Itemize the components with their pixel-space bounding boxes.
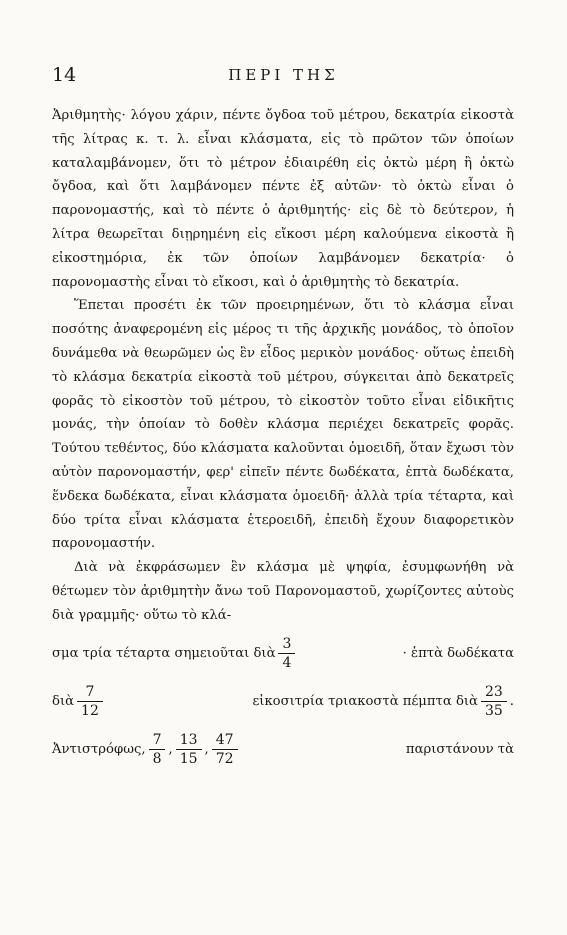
inline-text: εἰκοσιτρία τριακοστὰ πέμπτα διὰ [252,693,478,709]
denominator: 8 [152,751,162,768]
numerator: 3 [278,635,295,654]
denominator: 35 [484,703,503,720]
fraction-line [52,678,514,726]
inline-text: διὰ [52,693,75,709]
denominator: 4 [282,655,292,672]
fraction [149,731,166,768]
fraction [481,683,507,720]
numerator: 47 [212,731,238,750]
inline-text: . [509,693,514,709]
paragraph: Διὰ νὰ ἐκφράσωμεν ἓν κλάσμα μὲ ψηφία, ἐσυμφωνήθη νὰ θέτωμεν τὸν ἀριθμητὴν ἄνω τοῦ Παρονομαστοῦ, χωρίζοντες αὐτοὺς διὰ γραμμῆς· οὕτω τὸ κλά- [52,560,514,623]
denominator: 12 [81,703,99,720]
numerator: 23 [481,683,507,702]
denominator: 15 [179,751,198,768]
page-header [0,64,567,88]
numerator: 7 [77,683,103,702]
fraction [176,731,202,768]
inline-text: σμα τρία τέταρτα σημειοῦται διὰ [52,645,276,661]
inline-text: · ἑπτὰ δωδέκατα [402,645,514,661]
inline-text: , [204,741,209,757]
fraction-line [52,630,514,678]
paragraph: Ἕπεται προσέτι ἐκ τῶν προειρημένων, ὅτι τὸ κλάσμα εἶναι ποσότης ἀναφερομένη εἰς μέρος τι τῆς ἀρχικῆς μονάδος, τὸ ὁποῖον δυνάμεθα νὰ θεωρῶμεν ὡς ἓν εἶδος μερικὸν μονάδος· οὕτως ἐπειδὴ τὸ κλάσμα δεκατρία εἰκοστὰ τοῦ μέτρου, σύγκειται ἀπὸ δεκατρεῖς φορᾶς τὸ εἰκοστὸν τοῦ μέτρου, τὸ εἰκοστὸν τοῦτο εἶναι εἰδικῆτις μονάς, τὴν ὁποίαν τὸ δοθὲν κλάσμα περιέχει δεκατρεῖς φορᾶς. Τούτου τεθέντος, δύο κλάσματα καλοῦνται ὁμοειδῆ, ὅταν ἔχωσι τὸν αὐτὸν παρονομαστήν, φερ' εἰπεῖν πέντε δωδέκατα, ἑπτὰ δωδέκατα, ἕνδεκα δωδέκατα, εἶναι κλάσματα ὁμοειδῆ· ἀλλὰ τρία τέταρτα, καὶ δύο τρίτα εἶναι κλάσματα ἑτεροειδῆ, ἐπειδὴ ἔχουν διαφορετικὸν παρονομαστήν. [52,298,514,552]
numerator: 13 [176,731,202,750]
numerator: 7 [149,731,166,750]
inline-text: Ἀντιστρόφως, [52,741,146,757]
paragraph-continued: Ἀριθμητὴς· λόγου χάριν, πέντε ὄγδοα τοῦ μέτρου, δεκατρία εἰκοστὰ τῆς λίτρας κ. τ. λ. εἶναι κλάσματα, εἰς τὸ πρῶτον τῶν ὁποίων καταλαμβάνομεν, ὅτι τὸ μέτρον ἐδιαιρέθη εἰς ὀκτὼ μέρη ἢ ὀκτὼ ὄγδοα, καὶ ὅτι λαμβάνομεν πέντε ἐξ αὐτῶν· τὸ ὀκτὼ εἶναι ὁ παρονομαστής, καὶ τὸ πέντε ὁ ἀριθμητής· εἰς δὲ τὸ δεύτερον, ἡ λίτρα θεωρεῖται διῃρημένη εἰς εἴκοσι μέρη καλούμενα εἰκοστὰ ἢ εἰκοστημόρια, ἐκ τῶν ὁποίων λαμβάνομεν δεκατρία· ὁ παρονομαστὴς εἶναι τὸ εἴκοσι, καὶ ὁ ἀριθμητὴς τὸ δεκατρία. [52,108,514,290]
denominator: 72 [215,751,234,768]
running-title: ΠΕΡΙ ΤΗΣ [228,66,339,84]
page-body [52,104,514,774]
inline-text: παριστάνουν τὰ [405,741,514,757]
inline-text: , [168,741,173,757]
fraction [77,683,103,720]
page-number: 14 [52,64,77,86]
fraction [212,731,238,768]
fraction [278,635,295,672]
fraction-line [52,726,514,774]
